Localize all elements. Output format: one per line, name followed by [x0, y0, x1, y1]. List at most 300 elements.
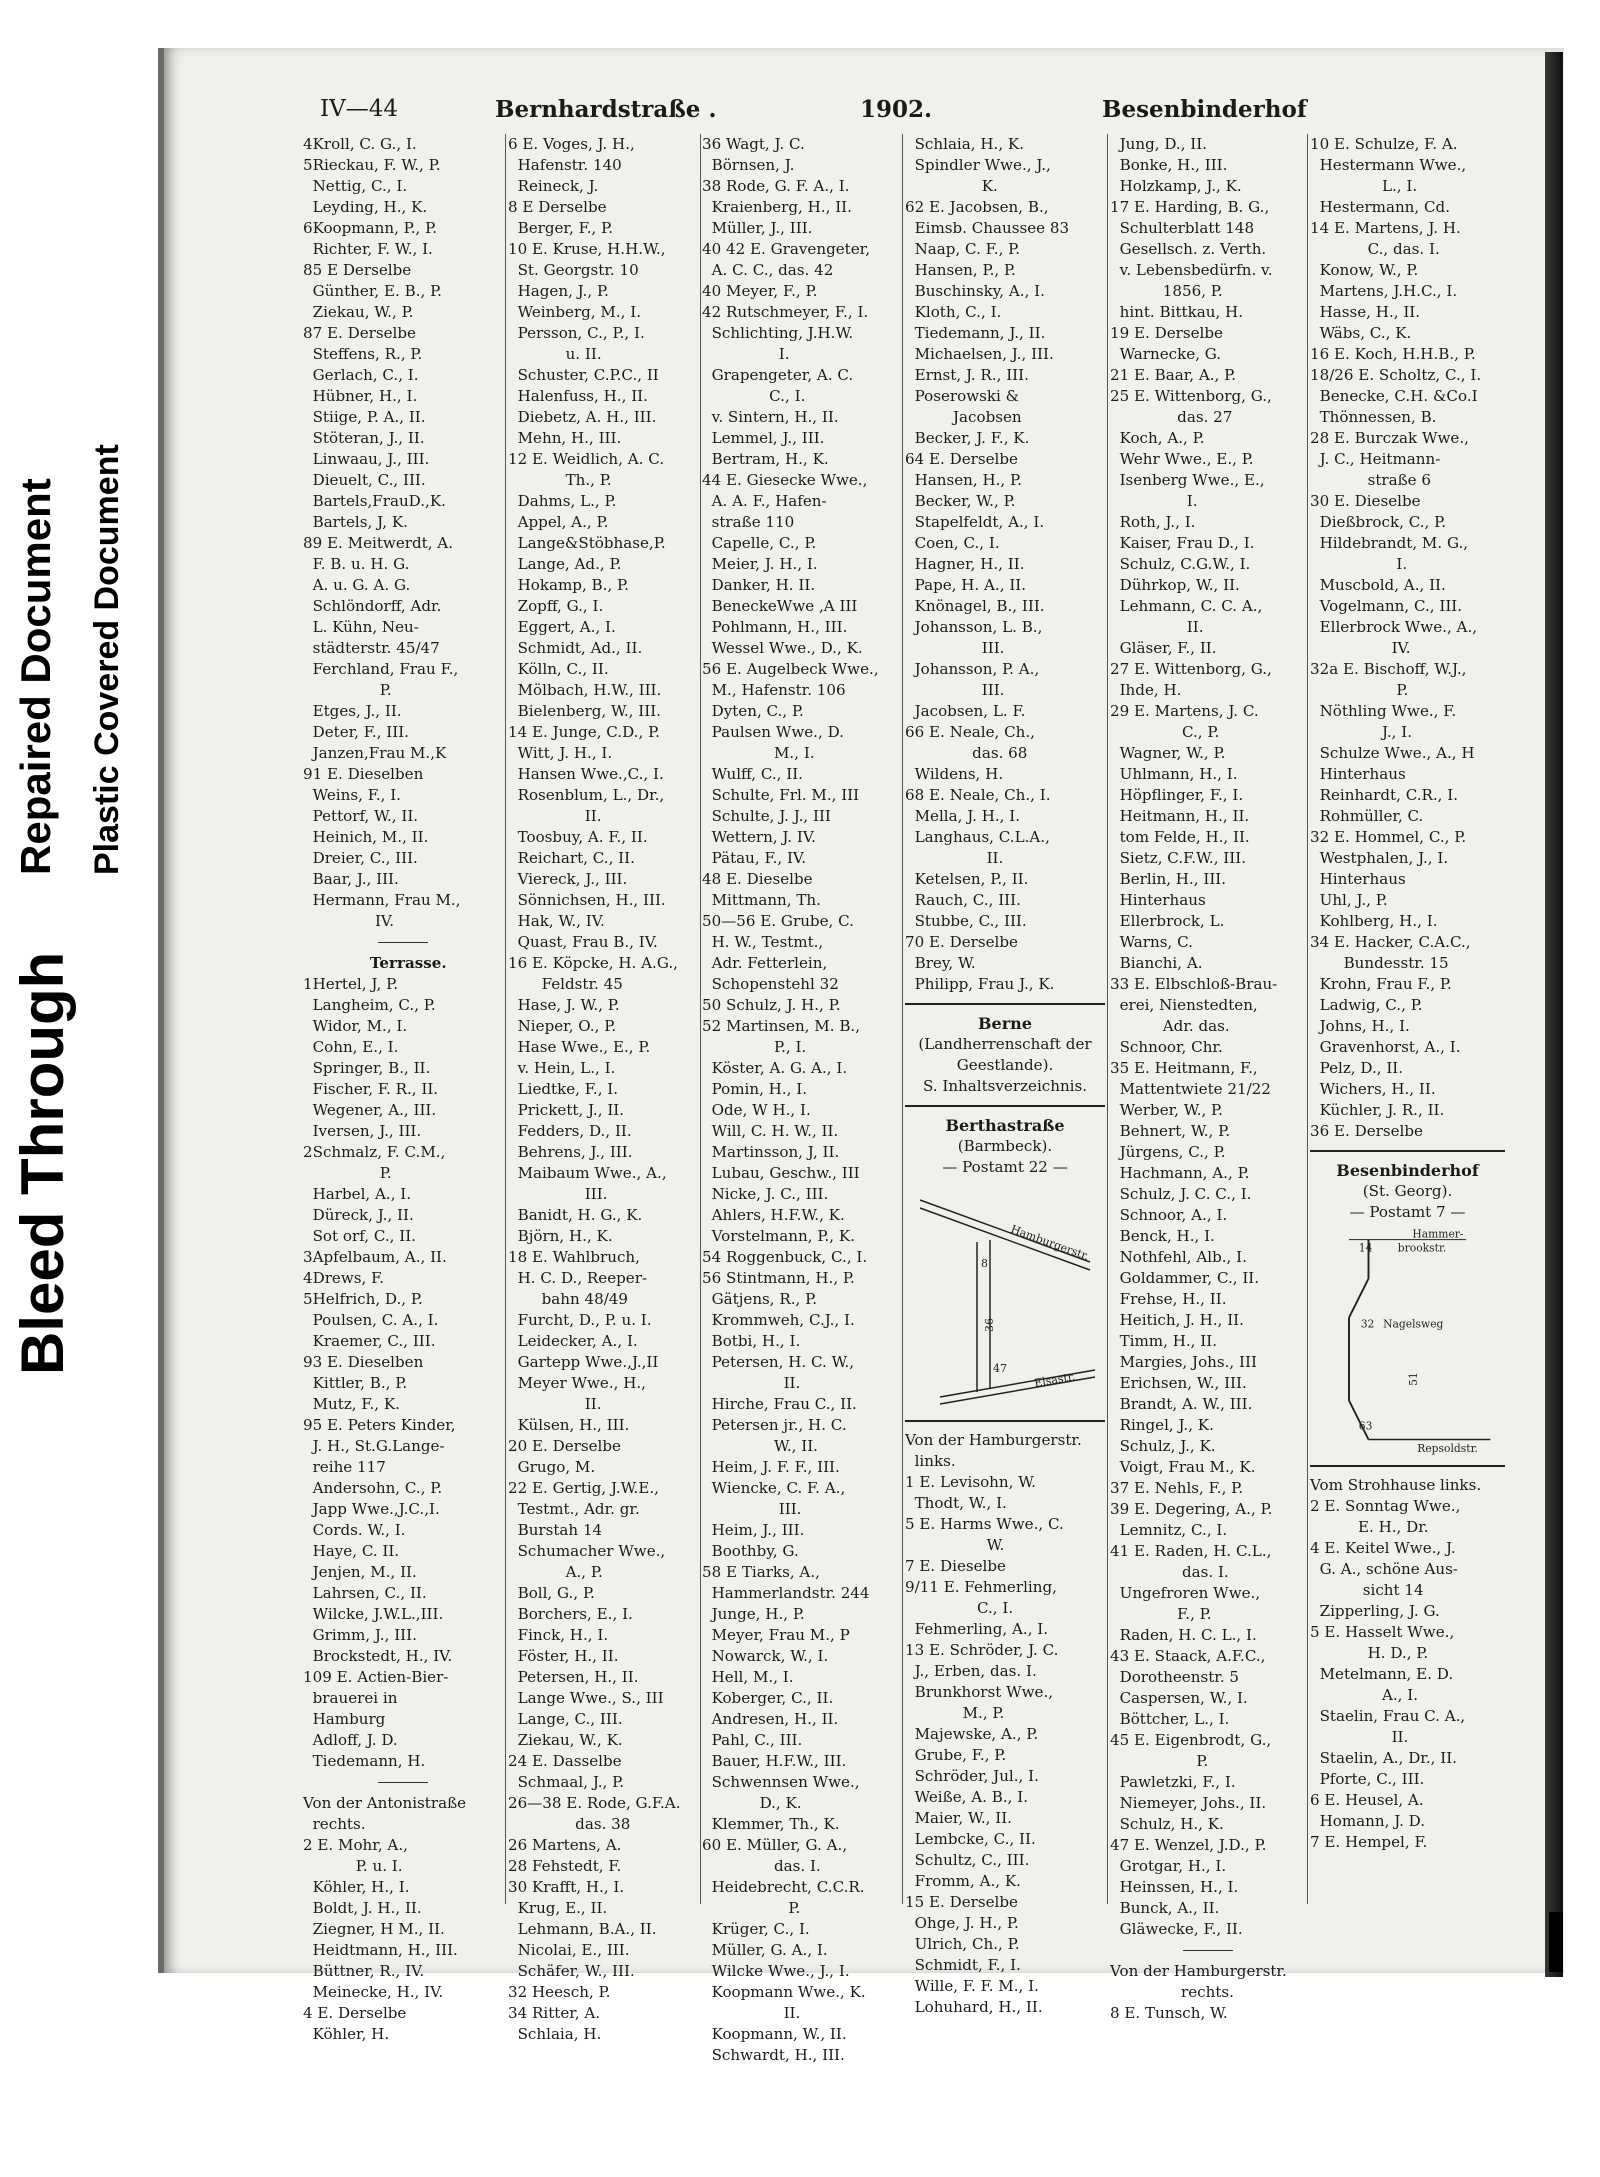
column-divider: [1107, 134, 1108, 1904]
directory-entry: Wettern, J. IV.: [702, 828, 816, 846]
directory-entry: Martens, J.H.C., I.: [1310, 282, 1458, 300]
directory-entry: Grube, F., P.: [905, 1746, 1007, 1764]
street-subheading: Geestlande).: [956, 1056, 1054, 1074]
street-subheading: S. Inhaltsverzeichnis.: [922, 1077, 1088, 1095]
directory-entry: Pforte, C., III.: [1310, 1770, 1425, 1788]
directory-entry: Sönnichsen, H., III.: [508, 891, 666, 909]
directory-entry: Schulz, C.G.W., I.: [1110, 555, 1251, 573]
map-street-line: [920, 1208, 1090, 1270]
directory-entry: Heidebrecht, C.C.R.: [702, 1878, 865, 1896]
directory-entry: Kloth, C., I.: [905, 303, 1002, 321]
directory-entry: Müller, J., III.: [702, 219, 813, 237]
directory-entry: Toosbuy, A. F., II.: [508, 828, 648, 846]
directory-entry: F., P.: [1110, 1605, 1212, 1623]
directory-entry: Stöteran, J., II.: [303, 429, 425, 447]
directory-entry: Hase, J. W., P.: [508, 996, 620, 1014]
directory-entry: Koch, A., P.: [1110, 429, 1205, 447]
directory-entry: III.: [702, 1500, 802, 1518]
directory-entry: Berger, F., P.: [508, 219, 613, 237]
map-label: 47: [993, 1362, 1007, 1375]
directory-column-2: [508, 134, 698, 2043]
directory-entry: Langhaus, C.L.A.,: [905, 828, 1050, 846]
directory-entry: Hasse, H., II.: [1310, 303, 1421, 321]
street-heading: Berthastraße: [945, 1116, 1065, 1135]
directory-entry: Reichart, C., II.: [508, 849, 635, 867]
directory-entry: M., I.: [702, 744, 815, 762]
map-label: 8: [981, 1257, 988, 1270]
directory-entry: 21 E. Baar, A., P.: [1110, 366, 1237, 384]
directory-entry: 28 E. Burczak Wwe.,: [1310, 429, 1469, 447]
directory-entry: Sot orf, C., II.: [303, 1227, 416, 1245]
directory-entry: v. Sintern, H., II.: [702, 408, 839, 426]
directory-entry: das. I.: [1110, 1563, 1229, 1581]
directory-entry: Schuster, C.P.C., II: [508, 366, 659, 384]
directory-entry: Kraienberg, H., II.: [702, 198, 852, 216]
directory-entry: Hestermann, Cd.: [1310, 198, 1451, 216]
directory-entry: Krohn, Frau F., P.: [1310, 975, 1452, 993]
directory-entry: Hansen, P., P.: [905, 261, 1016, 279]
directory-entry: Nowarck, W., I.: [702, 1647, 829, 1665]
directory-entry: 95 E. Peters Kinder,: [303, 1416, 456, 1434]
directory-entry: Schulte, J. J., III: [702, 807, 831, 825]
directory-entry: Bundesstr. 15: [1310, 954, 1449, 972]
directory-entry: Adr. Fetterlein,: [702, 954, 828, 972]
directory-entry: 1 E. Levisohn, W.: [905, 1473, 1036, 1491]
directory-entry: Heitmann, H., II.: [1110, 807, 1250, 825]
directory-entry: Ohge, J. H., P.: [905, 1914, 1019, 1932]
directory-entry: 70 E. Derselbe: [905, 933, 1018, 951]
directory-entry: Becker, J. F., K.: [905, 429, 1030, 447]
directory-entry: u. II.: [508, 345, 602, 363]
directory-entry: Meinecke, H., IV.: [303, 1983, 444, 2001]
directory-entry: Hagen, J., P.: [508, 282, 609, 300]
directory-entry: 1Hertel, J, P.: [303, 975, 398, 993]
directory-entry: Warns, C.: [1110, 933, 1193, 951]
directory-entry: 48 E. Dieselbe: [702, 870, 813, 888]
directory-entry: Ellerbrock, L.: [1110, 912, 1225, 930]
directory-entry: sicht 14: [1310, 1581, 1424, 1599]
directory-entry: 14 E. Junge, C.D., P.: [508, 723, 660, 741]
directory-entry: 42 Rutschmeyer, F., I.: [702, 303, 869, 321]
directory-entry: Dießbrock, C., P.: [1310, 513, 1446, 531]
directory-entry: Lembcke, C., II.: [905, 1830, 1036, 1848]
directory-entry: Dyten, C., P.: [702, 702, 804, 720]
directory-entry: 5 E. Hasselt Wwe.,: [1310, 1623, 1455, 1641]
directory-entry: Knönagel, B., III.: [905, 597, 1045, 615]
map-label: Hammer-: [1412, 1227, 1464, 1241]
directory-entry: Nettig, C., I.: [303, 177, 408, 195]
directory-entry: Borchers, E., I.: [508, 1605, 633, 1623]
directory-entry: Külsen, H., III.: [508, 1416, 630, 1434]
directory-entry: D., K.: [702, 1794, 802, 1812]
directory-entry: Gläwecke, F., II.: [1110, 1920, 1243, 1938]
directory-entry: Lange Wwe., S., III: [508, 1689, 664, 1707]
directory-entry: Ode, W H., I.: [702, 1101, 811, 1119]
directory-entry: Isenberg Wwe., E.,: [1110, 471, 1265, 489]
directory-entry: 2 E. Sonntag Wwe.,: [1310, 1497, 1461, 1515]
directory-entry: Brunkhorst Wwe.,: [905, 1683, 1054, 1701]
directory-entry: Metelmann, E. D.: [1310, 1665, 1454, 1683]
directory-entry: Goldammer, C., II.: [1110, 1269, 1260, 1287]
directory-entry: 14 E. Martens, J. H.: [1310, 219, 1461, 237]
directory-entry: Tiedemann, J., II.: [905, 324, 1046, 342]
directory-entry: Gravenhorst, A., I.: [1310, 1038, 1461, 1056]
directory-entry: Schulte, Frl. M., III: [702, 786, 860, 804]
directory-entry: Muscbold, A., II.: [1310, 576, 1446, 594]
directory-entry: Cohn, E., I.: [303, 1038, 399, 1056]
directory-entry: 6 E. Voges, J. H.,: [508, 135, 635, 153]
directory-entry: Brey, W.: [905, 954, 976, 972]
directory-entry: Witt, J. H., I.: [508, 744, 613, 762]
map-label: 14: [1358, 1241, 1373, 1255]
directory-entry: Niemeyer, Johs., II.: [1110, 1794, 1267, 1812]
directory-entry: Pätau, F., IV.: [702, 849, 806, 867]
directory-entry: Wagner, W., P.: [1110, 744, 1226, 762]
directory-entry: II.: [702, 1374, 801, 1392]
directory-entry: Weiße, A. B., I.: [905, 1788, 1028, 1806]
directory-entry: Lemnitz, C., I.: [1110, 1521, 1228, 1539]
directory-entry: Ahlers, H.F.W., K.: [702, 1206, 845, 1224]
directory-entry: Gerlach, C., I.: [303, 366, 419, 384]
directory-entry: C., P.: [1110, 723, 1220, 741]
directory-entry: I.: [1110, 492, 1198, 510]
directory-column-5: [1110, 134, 1305, 2022]
directory-entry: Langheim, C., P.: [303, 996, 436, 1014]
street-subheading: — Postamt 22 —: [942, 1158, 1068, 1176]
directory-entry: 35 E. Heitmann, F.,: [1110, 1059, 1258, 1077]
berthastrasse-map: [905, 1182, 1105, 1412]
directory-entry: Krug, E., II.: [508, 1899, 608, 1917]
directory-entry: Bielenberg, W., III.: [508, 702, 661, 720]
directory-entry: Wiencke, C. F. A.,: [702, 1479, 846, 1497]
directory-entry: Köster, A. G. A., I.: [702, 1059, 848, 1077]
directory-entry: Rohmüller, C.: [1310, 807, 1424, 825]
directory-entry: Warnecke, G.: [1110, 345, 1222, 363]
directory-entry: 4 E. Keitel Wwe., J.: [1310, 1539, 1456, 1557]
directory-entry: tom Felde, H., II.: [1110, 828, 1250, 846]
directory-entry: Liedtke, F., I.: [508, 1080, 619, 1098]
directory-entry: Mattentwiete 21/22: [1110, 1080, 1271, 1098]
directory-entry: Baar, J., III.: [303, 870, 399, 888]
directory-entry: II.: [508, 1395, 602, 1413]
directory-entry: III.: [905, 681, 1005, 699]
directory-entry: W.: [905, 1536, 1005, 1554]
directory-entry: A., P.: [508, 1563, 603, 1581]
directory-entry: Fedders, D., II.: [508, 1122, 632, 1140]
directory-entry: Raden, H. C. L., I.: [1110, 1626, 1257, 1644]
directory-entry: Köhler, H., I.: [303, 1878, 410, 1896]
directory-entry: A. A. F., Hafen-: [702, 492, 827, 510]
directory-entry: 47 E. Wenzel, J.D., P.: [1110, 1836, 1267, 1854]
directory-entry: Andresen, H., II.: [702, 1710, 839, 1728]
directory-entry: reihe 117: [303, 1458, 386, 1476]
directory-entry: 29 E. Martens, J. C.: [1110, 702, 1259, 720]
directory-entry: Quast, Frau B., IV.: [508, 933, 658, 951]
directory-entry: Wilcke, J.W.L.,III.: [303, 1605, 444, 1623]
directory-entry: Pape, H. A., II.: [905, 576, 1027, 594]
section-rule-wide: [1310, 1465, 1505, 1467]
directory-entry: 1856, P.: [1110, 282, 1223, 300]
directory-entry: links.: [905, 1452, 956, 1470]
directory-entry: Maier, W., II.: [905, 1809, 1012, 1827]
map-street-line: [1349, 1279, 1369, 1318]
street-subheading: (Barmbeck).: [957, 1137, 1053, 1155]
directory-entry: Hell, M., I.: [702, 1668, 794, 1686]
street-subheading: — Postamt 7 —: [1349, 1203, 1466, 1221]
directory-entry: 18/26 E. Scholtz, C., I.: [1310, 366, 1482, 384]
directory-entry: II.: [1310, 1728, 1409, 1746]
directory-entry: Schröder, Jul., I.: [905, 1767, 1039, 1785]
map-label: 51: [1407, 1372, 1421, 1386]
directory-entry: Wille, F. F. M., I.: [905, 1977, 1039, 1995]
directory-entry: H. D., P.: [1310, 1644, 1429, 1662]
directory-entry: Höpflinger, F., I.: [1110, 786, 1244, 804]
section-rule-wide: [1310, 1150, 1505, 1152]
directory-entry: 26 Martens, A.: [508, 1836, 622, 1854]
directory-entry: Grapengeter, A. C.: [702, 366, 854, 384]
directory-entry: Wulff, C., II.: [702, 765, 803, 783]
directory-entry: Pettorf, W., II.: [303, 807, 419, 825]
directory-entry: Behrens, J., III.: [508, 1143, 633, 1161]
directory-entry: Schäfer, W., III.: [508, 1962, 635, 1980]
directory-entry: 18 E. Wahlbruch,: [508, 1248, 640, 1266]
directory-entry: Von der Hamburgerstr.: [1110, 1962, 1287, 1980]
directory-column-3: [702, 134, 900, 2064]
directory-entry: 38 Rode, G. F. A., I.: [702, 177, 850, 195]
directory-entry: IV.: [1310, 639, 1411, 657]
directory-entry: L., I.: [1310, 177, 1418, 195]
directory-entry: 52 Martinsen, M. B.,: [702, 1017, 861, 1035]
directory-entry: Heidtmann, H., III.: [303, 1941, 458, 1959]
directory-entry: Westphalen, J., I.: [1310, 849, 1449, 867]
directory-entry: Eimsb. Chaussee 83: [905, 219, 1070, 237]
directory-entry: Mölbach, H.W., III.: [508, 681, 662, 699]
directory-entry: bahn 48/49: [508, 1290, 628, 1308]
directory-entry: 27 E. Wittenborg, G.,: [1110, 660, 1272, 678]
directory-entry: G. A., schöne Aus-: [1310, 1560, 1458, 1578]
directory-entry: Jenjen, M., II.: [303, 1563, 417, 1581]
directory-entry: brauerei in: [303, 1689, 398, 1707]
section-rule-wide: [905, 1105, 1105, 1107]
directory-entry: 62 E. Jacobsen, B.,: [905, 198, 1049, 216]
directory-entry: Reineck, J.: [508, 177, 599, 195]
directory-entry: 30 Krafft, H., I.: [508, 1878, 625, 1896]
directory-entry: L. Kühn, Neu-: [303, 618, 419, 636]
directory-entry: Hansen Wwe.,C., I.: [508, 765, 664, 783]
directory-entry: Nicolai, E., III.: [508, 1941, 630, 1959]
directory-entry: Dorotheenstr. 5: [1110, 1668, 1240, 1686]
directory-entry: 4Kroll, C. G., I.: [303, 135, 417, 153]
directory-entry: P. u. I.: [303, 1857, 403, 1875]
directory-entry: Zipperling, J. G.: [1310, 1602, 1440, 1620]
directory-entry: Hübner, H., I.: [303, 387, 418, 405]
directory-entry: Buschinsky, A., I.: [905, 282, 1045, 300]
directory-entry: Lubau, Geschw., III: [702, 1164, 860, 1182]
directory-entry: Kraemer, C., III.: [303, 1332, 436, 1350]
directory-entry: Ketelsen, P., II.: [905, 870, 1029, 888]
directory-entry: Poulsen, C. A., I.: [303, 1311, 439, 1329]
directory-entry: Vogelmann, C., III.: [1310, 597, 1463, 615]
map-label: Nagelsweg: [1383, 1317, 1444, 1331]
directory-entry: Jacobsen: [905, 408, 1022, 426]
directory-entry: M., P.: [905, 1704, 1005, 1722]
left-street-title: Bernhardstraße .: [495, 96, 717, 123]
directory-entry: 34 E. Hacker, C.A.C.,: [1310, 933, 1471, 951]
directory-entry: C., das. I.: [1310, 240, 1440, 258]
directory-entry: Ulrich, Ch., P.: [905, 1935, 1020, 1953]
directory-entry: Berlin, H., III.: [1110, 870, 1227, 888]
directory-entry: 34 Ritter, A.: [508, 2004, 601, 2022]
directory-entry: Wildens, H.: [905, 765, 1004, 783]
directory-entry: 60 E. Müller, G. A.,: [702, 1836, 848, 1854]
directory-entry: Deter, F., III.: [303, 723, 409, 741]
directory-column-4: [905, 134, 1105, 2016]
directory-entry: 43 E. Staack, A.F.C.,: [1110, 1647, 1266, 1665]
column-divider: [902, 134, 903, 1904]
directory-entry: H. W., Testmt.,: [702, 933, 824, 951]
directory-entry: Nieper, O., P.: [508, 1017, 617, 1035]
directory-entry: F. B. u. H. G.: [303, 555, 410, 573]
directory-entry: Bunck, A., II.: [1110, 1899, 1220, 1917]
directory-entry: Hase Wwe., E., P.: [508, 1038, 651, 1056]
directory-entry: W., II.: [702, 1437, 818, 1455]
directory-entry: 40 42 E. Gravengeter,: [702, 240, 871, 258]
directory-entry: J. H., St.G.Lange-: [303, 1437, 445, 1455]
directory-entry: Thodt, W., I.: [905, 1494, 1007, 1512]
directory-entry: Schwennsen Wwe.,: [702, 1773, 860, 1791]
directory-entry: Danker, H. II.: [702, 576, 816, 594]
directory-entry: rechts.: [303, 1815, 366, 1833]
directory-entry: Leyding, H., K.: [303, 198, 428, 216]
directory-entry: das. 38: [508, 1815, 631, 1833]
directory-entry: 16 E. Köpcke, H. A.G.,: [508, 954, 678, 972]
directory-entry: 39 E. Degering, A., P.: [1110, 1500, 1273, 1518]
directory-entry: Von der Antonistraße: [303, 1794, 467, 1812]
directory-entry: Pohlmann, H., III.: [702, 618, 848, 636]
directory-entry: Ziekau, W., P.: [303, 303, 414, 321]
directory-entry: Spindler Wwe., J.,: [905, 156, 1051, 174]
directory-entry: Hammerlandstr. 244: [702, 1584, 870, 1602]
directory-entry: Prickett, J., II.: [508, 1101, 625, 1119]
directory-entry: Holzkamp, J., K.: [1110, 177, 1242, 195]
directory-entry: Japp Wwe.,J.C.,I.: [303, 1500, 440, 1518]
directory-entry: Erichsen, W., III.: [1110, 1374, 1247, 1392]
directory-entry: 44 E. Giesecke Wwe.,: [702, 471, 868, 489]
directory-entry: C., I.: [702, 387, 806, 405]
directory-entry: II.: [508, 807, 602, 825]
directory-entry: Schumacher Wwe.,: [508, 1542, 666, 1560]
directory-entry: 32a E. Bischoff, W.J.,: [1310, 660, 1467, 678]
directory-entry: Schlaia, H., K.: [905, 135, 1024, 153]
directory-entry: Hestermann Wwe.,: [1310, 156, 1467, 174]
directory-entry: 56 Stintmann, H., P.: [702, 1269, 855, 1287]
directory-entry: Frehse, H., II.: [1110, 1290, 1227, 1308]
plastic-covered-label: Plastic Covered Document: [88, 444, 126, 875]
directory-entry: H. C. D., Reeper-: [508, 1269, 648, 1287]
directory-entry: Koopmann Wwe., K.: [702, 1983, 866, 2001]
directory-entry: 5 E. Harms Wwe., C.: [905, 1515, 1064, 1533]
directory-entry: Philipp, Frau J., K.: [905, 975, 1055, 993]
directory-entry: 93 E. Dieselben: [303, 1353, 424, 1371]
directory-entry: Boothby, G.: [702, 1542, 799, 1560]
directory-entry: P.: [1110, 1752, 1209, 1770]
directory-entry: 17 E. Harding, B. G.,: [1110, 198, 1270, 216]
directory-entry: Staelin, Frau C. A.,: [1310, 1707, 1466, 1725]
directory-entry: St. Georgstr. 10: [508, 261, 639, 279]
directory-entry: 87 E. Derselbe: [303, 324, 416, 342]
directory-entry: Testmt., Adr. gr.: [508, 1500, 640, 1518]
directory-entry: Persson, C., P., I.: [508, 324, 645, 342]
directory-entry: 13 E. Schröder, J. C.: [905, 1641, 1059, 1659]
directory-entry: Johansson, P. A.,: [905, 660, 1040, 678]
street-subheading: (St. Georg).: [1362, 1182, 1453, 1200]
street-subheading: rechts.: [1181, 1983, 1234, 2001]
directory-entry: Schmaal, J., P.: [508, 1773, 625, 1791]
directory-entry: M., Hafenstr. 106: [702, 681, 846, 699]
directory-entry: Wichers, H., II.: [1310, 1080, 1436, 1098]
directory-entry: Von der Hamburgerstr.: [905, 1431, 1082, 1449]
directory-entry: Johns, H., I.: [1310, 1017, 1410, 1035]
repaired-document-label: Repaired Document: [12, 478, 59, 875]
directory-entry: Uhlmann, H., I.: [1110, 765, 1238, 783]
directory-entry: Adr. das.: [1110, 1017, 1230, 1035]
directory-entry: Björn, H., K.: [508, 1227, 613, 1245]
directory-entry: Stubbe, C., III.: [905, 912, 1027, 930]
directory-entry: Kittler, B., P.: [303, 1374, 408, 1392]
directory-entry: Majewske, A., P.: [905, 1725, 1039, 1743]
directory-entry: Pawletzki, F., I.: [1110, 1773, 1236, 1791]
year-title: 1902.: [860, 96, 933, 123]
directory-entry: Dührkop, W., II.: [1110, 576, 1240, 594]
directory-entry: Zopff, G., I.: [508, 597, 604, 615]
directory-entry: Wäbs, C., K.: [1310, 324, 1412, 342]
directory-entry: P., I.: [702, 1038, 807, 1056]
page-header: [320, 96, 1400, 130]
directory-entry: Büttner, R., IV.: [303, 1962, 425, 1980]
directory-entry: Werber, W., P.: [1110, 1101, 1223, 1119]
directory-entry: Pomin, H., I.: [702, 1080, 808, 1098]
directory-entry: Lange&Stöbhase,P.: [508, 534, 666, 552]
directory-entry: Vorstelmann, P., K.: [702, 1227, 855, 1245]
directory-entry: Gätjens, R., P.: [702, 1290, 818, 1308]
directory-entry: Schulz, J., K.: [1110, 1437, 1216, 1455]
directory-entry: Dreier, C., III.: [303, 849, 418, 867]
directory-entry: Hak, W., IV.: [508, 912, 605, 930]
directory-entry: Weinberg, M., I.: [508, 303, 642, 321]
directory-entry: 16 E. Koch, H.H.B., P.: [1310, 345, 1476, 363]
directory-entry: Lahrsen, C., II.: [303, 1584, 427, 1602]
directory-entry: Ungefroren Wwe.,: [1110, 1584, 1261, 1602]
directory-entry: 15 E. Derselbe: [905, 1893, 1018, 1911]
section-rule: [378, 1782, 428, 1783]
directory-entry: Jacobsen, L. F.: [905, 702, 1026, 720]
directory-entry: Ladwig, C., P.: [1310, 996, 1423, 1014]
directory-entry: 45 E. Eigenbrodt, G.,: [1110, 1731, 1272, 1749]
directory-entry: Maibaum Wwe., A.,: [508, 1164, 667, 1182]
directory-entry: IV.: [303, 912, 394, 930]
directory-entry: Wessel Wwe., D., K.: [702, 639, 863, 657]
column-divider: [1307, 134, 1308, 1904]
directory-entry: Schlichting, J.H.W.: [702, 324, 854, 342]
directory-entry: Jung, D., II.: [1110, 135, 1208, 153]
directory-entry: 6 E. Heusel, A.: [1310, 1791, 1424, 1809]
directory-entry: Lehmann, C. C. A.,: [1110, 597, 1263, 615]
directory-entry: Köhler, H.: [303, 2025, 390, 2043]
directory-entry: Schulz, H., K.: [1110, 1815, 1224, 1833]
directory-entry: Lemmel, J., III.: [702, 429, 825, 447]
directory-entry: 7 E. Hempel, F.: [1310, 1833, 1428, 1851]
directory-entry: 22 E. Gertig, J.W.E.,: [508, 1479, 659, 1497]
